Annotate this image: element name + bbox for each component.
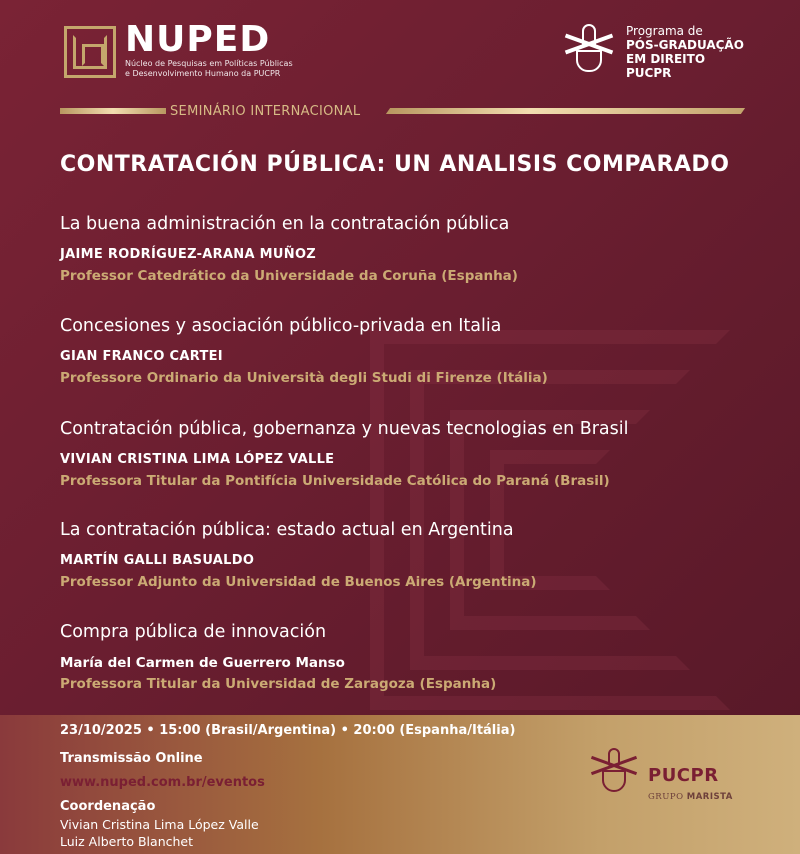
talk-title: Contratación pública, gobernanza y nuevas tecnologias en Brasil xyxy=(60,419,629,439)
talk-item xyxy=(60,519,760,591)
talk-item xyxy=(60,315,760,387)
program-line-2: PÓS-GRADUAÇÃO xyxy=(626,38,744,52)
program-line-1: Programa de xyxy=(626,24,703,38)
grupo-marista-label xyxy=(648,792,733,802)
program-line-3: EM DIREITO xyxy=(626,52,706,66)
talk-title: Concesiones y asociación público-privada en Italia xyxy=(60,316,502,336)
coordinator-name: Luiz Alberto Blanchet xyxy=(60,834,194,849)
talk-speaker: GIAN FRANCO CARTEI xyxy=(60,349,223,364)
nuped-name: NUPED xyxy=(125,19,271,60)
talk-title: Compra pública de innovación xyxy=(60,622,327,642)
talk-affiliation: Professor Catedrático da Universidade da Coruña (Espanha) xyxy=(60,268,518,284)
event-url-link[interactable]: www.nuped.com.br/eventos xyxy=(60,775,265,790)
talk-affiliation: Professora Titular da Universidad de Zaragoza (Espanha) xyxy=(60,676,497,692)
grupo-prefix: GRUPO xyxy=(648,792,684,802)
talk-item xyxy=(60,213,760,285)
program-label xyxy=(626,24,744,80)
gold-bar-left xyxy=(60,108,166,114)
pucpr-footer-name: PUCPR xyxy=(648,765,719,786)
talk-item xyxy=(60,418,760,490)
nuped-logo-icon xyxy=(64,26,116,78)
transmission-label: Transmissão Online xyxy=(60,751,203,766)
talk-speaker: JAIME RODRÍGUEZ-ARANA MUÑOZ xyxy=(60,247,317,262)
pucpr-crest-icon xyxy=(560,24,618,76)
nuped-subtitle-line-1: Núcleo de Pesquisas em Políticas Públicas xyxy=(125,59,293,68)
talk-item xyxy=(60,621,760,693)
talk-affiliation: Professore Ordinario da Università degli Studi di Firenze (Itália) xyxy=(60,370,548,386)
talk-speaker: MARTÍN GALLI BASUALDO xyxy=(60,553,255,568)
main-title: CONTRATACIÓN PÚBLICA: UN ANALISIS COMPARADO xyxy=(60,152,730,177)
gold-bar-right xyxy=(386,108,745,114)
nuped-subtitle xyxy=(125,59,295,79)
talk-speaker: María del Carmen de Guerrero Manso xyxy=(60,655,345,671)
talk-speaker: VIVIAN CRISTINA LIMA LÓPEZ VALLE xyxy=(60,452,335,467)
coordination-label: Coordenação xyxy=(60,799,156,814)
talk-title: La buena administración en la contratación pública xyxy=(60,214,510,234)
talk-title: La contratación pública: estado actual en Argentina xyxy=(60,520,514,540)
program-line-4: PUCPR xyxy=(626,66,672,80)
event-date-time: 23/10/2025 • 15:00 (Brasil/Argentina) • 20:00 (Espanha/Itália) xyxy=(60,723,516,738)
grupo-name: MARISTA xyxy=(686,792,733,802)
pucpr-footer-crest-icon xyxy=(588,748,640,798)
talk-affiliation: Professora Titular da Pontifícia Universidade Católica do Paraná (Brasil) xyxy=(60,473,610,489)
nuped-subtitle-line-2: e Desenvolvimento Humano da PUCPR xyxy=(125,69,281,78)
seminar-label: SEMINÁRIO INTERNACIONAL xyxy=(170,104,361,119)
coordinator-name: Vivian Cristina Lima López Valle xyxy=(60,817,259,832)
talk-affiliation: Professor Adjunto da Universidad de Buenos Aires (Argentina) xyxy=(60,574,537,590)
